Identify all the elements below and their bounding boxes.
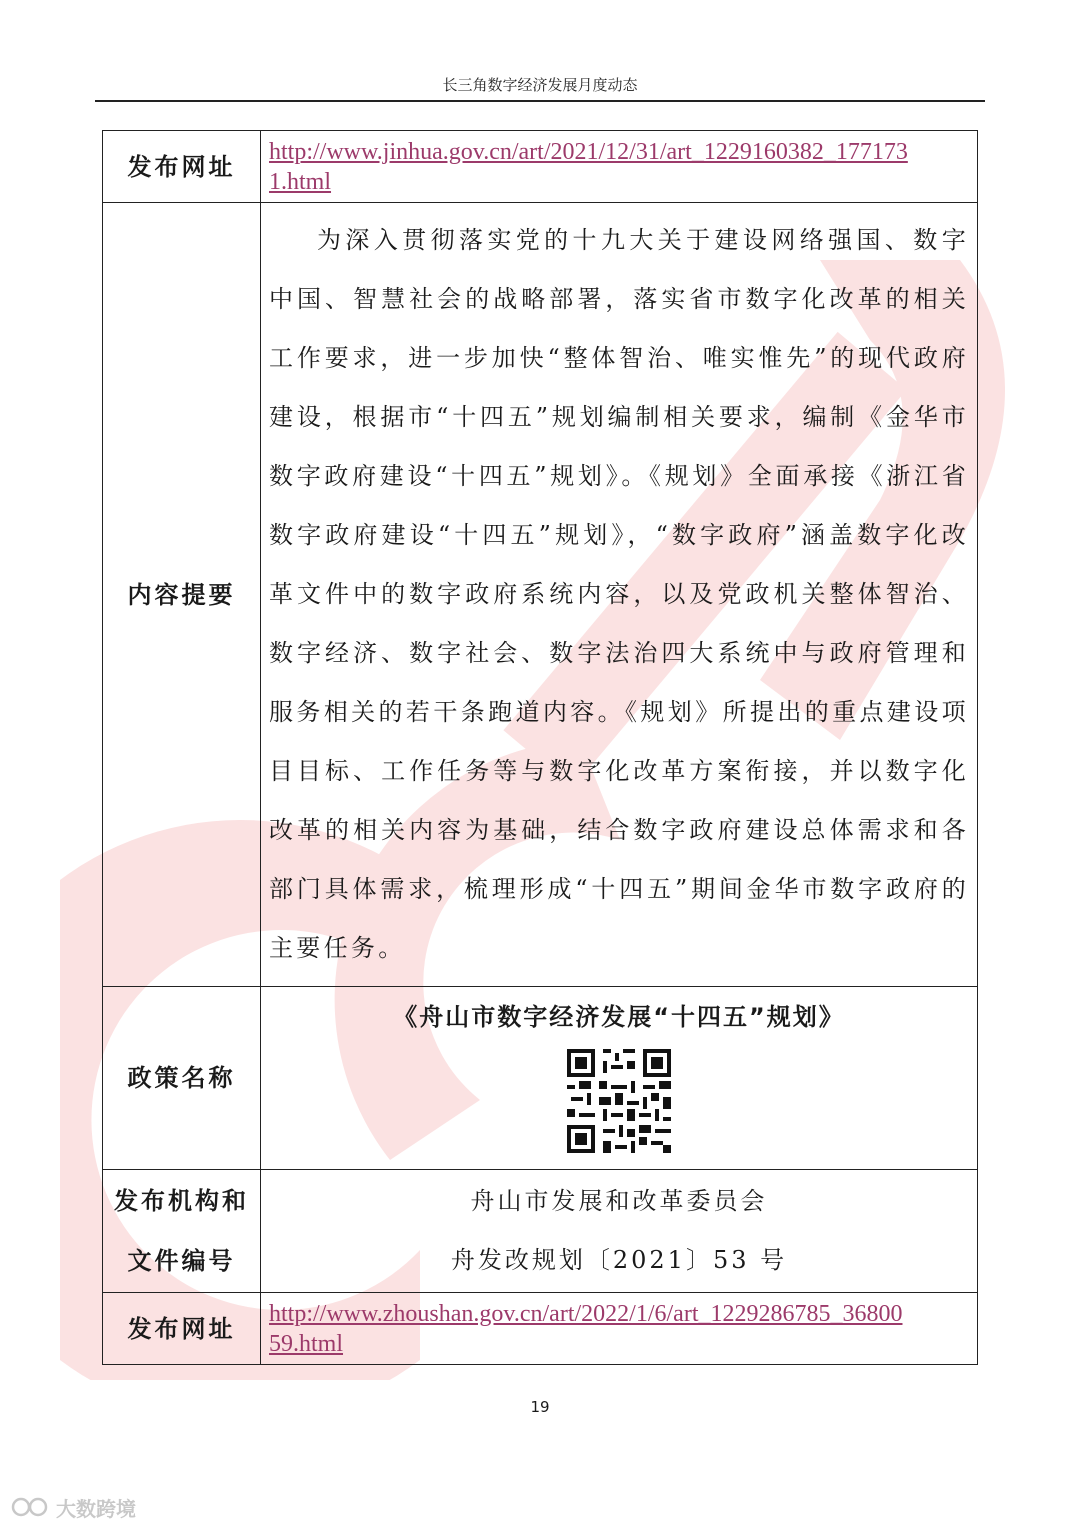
url-line-1: http://www.zhoushan.gov.cn/art/2022/1/6/art_1229286785_36800 bbox=[269, 1300, 903, 1327]
brand-logo-icon bbox=[10, 1495, 50, 1519]
document-number: 舟发改规划〔2021〕53 号 bbox=[450, 1246, 788, 1274]
issuer-label-line-1: 发布机构和 bbox=[114, 1187, 249, 1215]
url-label: 发布网址 bbox=[103, 1293, 261, 1365]
url-line-2: 59.html bbox=[269, 1330, 344, 1357]
summary-label: 内容提要 bbox=[103, 203, 261, 987]
corner-brand bbox=[10, 1492, 136, 1522]
issuer-cell bbox=[261, 1170, 978, 1293]
table-row bbox=[103, 1170, 978, 1293]
brand-name: 大数跨境 bbox=[56, 1496, 136, 1521]
summary-cell bbox=[261, 203, 978, 987]
policy-name-label: 政策名称 bbox=[103, 987, 261, 1170]
url-cell bbox=[261, 1293, 978, 1365]
header-title: 长三角数字经济发展月度动态 bbox=[442, 76, 638, 94]
page-header bbox=[95, 70, 985, 102]
issuer-org: 舟山市发展和改革委员会 bbox=[470, 1187, 768, 1215]
url-label: 发布网址 bbox=[103, 131, 261, 203]
qr-code-icon[interactable] bbox=[567, 1049, 671, 1153]
policy-title: 《舟山市数字经济发展“十四五”规划》 bbox=[393, 1003, 845, 1031]
table-row bbox=[103, 987, 978, 1170]
policy-table bbox=[102, 130, 978, 1365]
issuer-label bbox=[103, 1170, 261, 1293]
table-row bbox=[103, 131, 978, 203]
url-cell bbox=[261, 131, 978, 203]
url-line-1: http://www.jinhua.gov.cn/art/2021/12/31/art_1229160382_177173 bbox=[269, 138, 908, 165]
jinhua-url-link[interactable] bbox=[269, 137, 969, 197]
table-row bbox=[103, 203, 978, 987]
url-line-2: 1.html bbox=[269, 168, 332, 195]
page-number: 19 bbox=[530, 1398, 550, 1416]
policy-name-cell bbox=[261, 987, 978, 1170]
zhoushan-url-link[interactable] bbox=[269, 1299, 969, 1359]
issuer-label-line-2: 文件编号 bbox=[127, 1247, 236, 1275]
summary-text: 为深入贯彻落实党的十九大关于建设网络强国、数字中国、智慧社会的战略部署，落实省市数字化改革的相关工作要求，进一步加快“整体智治、唯实惟先”的现代政府建设，根据市“十四五”规划编制相关要求，编制《金华市数字政府建设“十四五”规划》。《规划》全面承接《浙江省数字政府建设“十四五”规划》，“数字政府”涵盖数字化改革文件中的数字政府系统内容，以及党政机关整体智治、数字经济、数字社会、数字法治四大系统中与政府管理和服务相关的若干条跑道内容。《规划》所提出的重点建设项目目标、工作任务等与数字化改革方案衔接，并以数字化改革的相关内容为基础，结合数字政府建设总体需求和各部门具体需求，梳理形成“十四五”期间金华市数字政府的主要任务。 bbox=[269, 226, 969, 962]
table-row bbox=[103, 1293, 978, 1365]
